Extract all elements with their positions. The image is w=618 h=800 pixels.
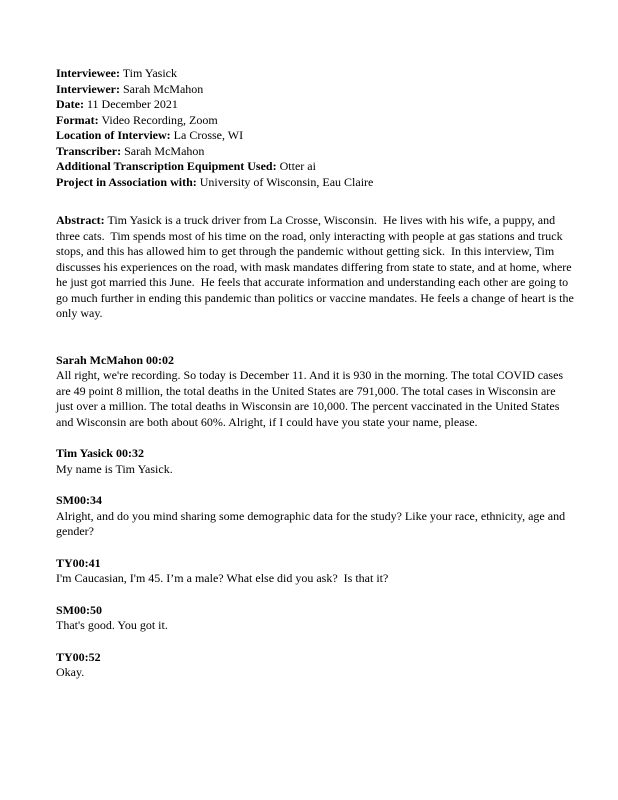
utterance-text: Alright, and do you mind sharing some demographic data for the study? Like your race, ethnicity, age and gender? — [56, 508, 569, 538]
utterance-text: I'm Caucasian, I'm 45. I’m a male? What else did you ask? Is that it? — [56, 571, 389, 585]
metadata-label: Format: — [56, 112, 99, 127]
document-content — [56, 66, 575, 681]
speaker-timestamp: TY00:41 — [56, 555, 101, 570]
metadata-value: La Crosse, WI — [170, 128, 244, 142]
speaker-timestamp: TY00:52 — [56, 649, 101, 664]
transcript — [56, 353, 575, 681]
utterance-text: All right, we're recording. So today is December 11. And it is 930 in the morning. The total COVID cases are 49 point 8 million, the total deaths in the United States are 791,000. The total cases in Wisconsin are just over a million. The total deaths in Wisconsin are 10,000. The percent vaccinated in the United States and Wisconsin are both about 60%. Alright, if I could have you state your name, please. — [56, 368, 567, 429]
transcript-entry — [56, 353, 575, 431]
metadata-value: Sarah McMahon — [119, 81, 204, 96]
metadata-value: Sarah McMahon — [121, 143, 205, 158]
metadata-value: Tim Yasick — [119, 66, 178, 80]
abstract-paragraph — [56, 213, 575, 322]
metadata-label: Date: — [56, 97, 84, 111]
metadata-value: Video Recording, Zoom — [98, 112, 218, 127]
metadata-label: Interviewer: — [56, 81, 120, 96]
metadata-label: Transcriber: — [56, 143, 122, 158]
abstract-label: Abstract: — [56, 213, 105, 227]
utterance-text: Okay. — [56, 665, 85, 679]
speaker-timestamp: SM00:50 — [56, 602, 102, 617]
metadata-row-interviewee — [56, 66, 575, 82]
interview-metadata — [56, 66, 575, 190]
transcript-entry — [56, 650, 575, 681]
transcript-entry — [56, 603, 575, 634]
metadata-label: Additional Transcription Equipment Used: — [56, 159, 277, 173]
metadata-label: Interviewee: — [56, 66, 120, 80]
metadata-value: University of Wisconsin, Eau Claire — [196, 174, 374, 189]
metadata-row-location — [56, 128, 575, 144]
speaker-timestamp: SM00:34 — [56, 493, 102, 507]
transcript-entry — [56, 556, 575, 587]
metadata-row-format — [56, 113, 575, 129]
metadata-value: 11 December 2021 — [83, 97, 178, 111]
utterance-text: My name is Tim Yasick. — [56, 461, 173, 476]
metadata-row-date — [56, 97, 575, 113]
transcript-entry — [56, 446, 575, 477]
transcript-entry — [56, 493, 575, 540]
metadata-label: Project in Association with: — [56, 174, 197, 189]
metadata-row-equipment — [56, 159, 575, 175]
speaker-timestamp: Sarah McMahon 00:02 — [56, 352, 174, 367]
metadata-label: Location of Interview: — [56, 128, 171, 142]
metadata-row-transcriber — [56, 144, 575, 160]
metadata-row-project — [56, 175, 575, 191]
speaker-timestamp: Tim Yasick 00:32 — [56, 446, 145, 460]
metadata-row-interviewer — [56, 82, 575, 98]
utterance-text: That's good. You got it. — [56, 618, 168, 632]
metadata-value: Otter ai — [276, 159, 316, 173]
abstract-text: Tim Yasick is a truck driver from La Crosse, Wisconsin. He lives with his wife, a puppy, and three cats. Tim spends most of his time on the road, only interacting with people at gas stations and truck stops, and this has allowed him to get through the pandemic without getting sick. In this interview, Tim discusses his experiences on the road, with mask mandates differing from state to state, and at home, where he just got married this June. He feels that accurate information and understanding each other are going to go much further in ending this pandemic than politics or vaccine mandates. He feels a change of heart is the only way. — [56, 213, 577, 320]
